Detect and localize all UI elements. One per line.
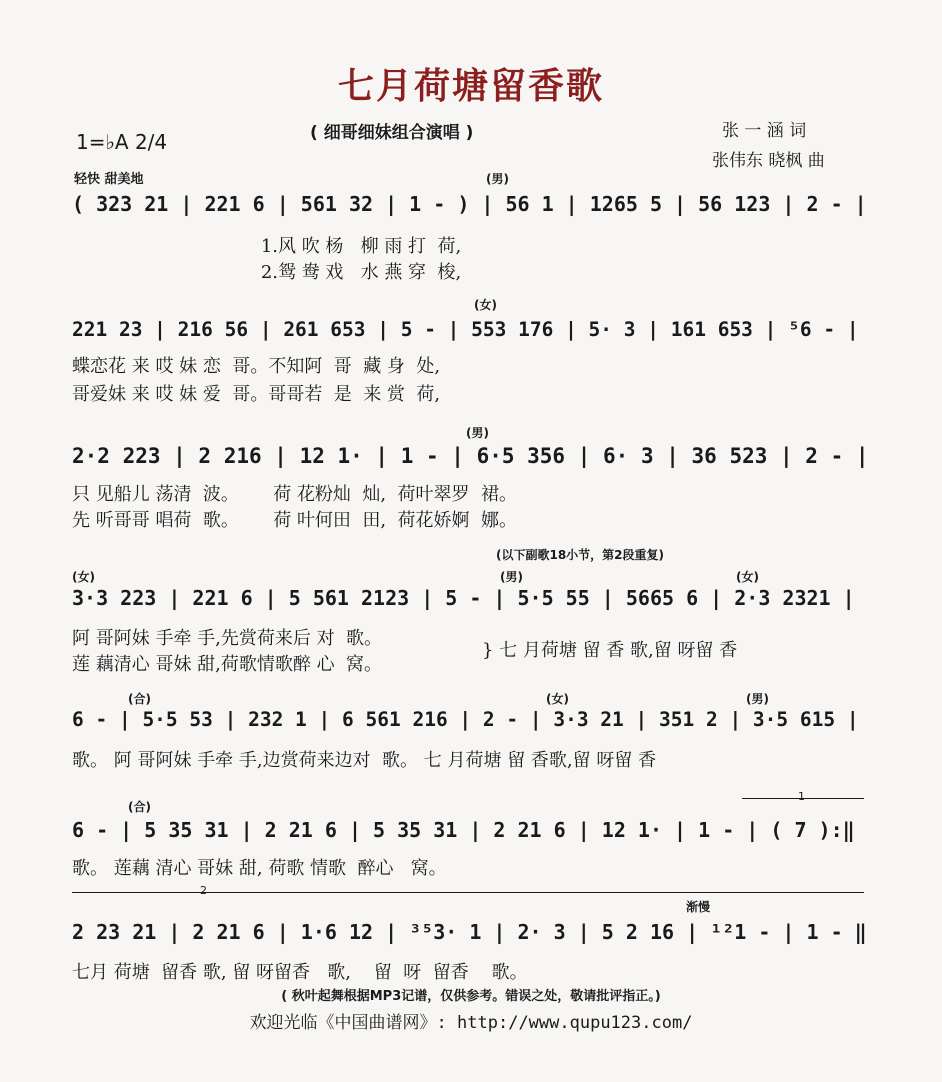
notes-line: 3·3 223 | 221 6 | 5 561 2123 | 5 - | 5·5 55 | 5665 6 | 2·3 2321 | [72,586,855,610]
voice-label-female: (女) [546,692,569,706]
voice-label-together: (合) [128,692,151,706]
voice-label-female: (女) [474,298,497,312]
volta-label-2: 2 [200,884,207,897]
lyric-chorus: } 七 月荷塘 留 香 歌,留 呀留 香 [482,640,738,661]
lyric-verse-1: 歌。 阿 哥阿妹 手牵 手,边赏荷来边对 歌。 七 月荷塘 留 香歌,留 呀留 香 [72,750,657,771]
notes-line: 2·2 223 | 2 216 | 12 1· | 1 - | 6·5 356 | 6· 3 | 36 523 | 2 - | [72,444,869,468]
composer-credit: 张伟东 晓枫 曲 [712,151,825,171]
lyric-verse-1: 阿 哥阿妹 手牵 手,先赏荷来后 对 歌。 [72,628,383,649]
voice-label-together: (合) [128,800,151,814]
voice-label-male: (男) [466,426,489,440]
ritardando-marking: 渐慢 [686,900,711,914]
chorus-note: (以下副歌18小节，第2段重复) [496,548,665,562]
lyric-verse-1: 1.风 吹 杨 柳 雨 打 荷, [72,236,462,257]
tempo-marking: 轻快 甜美地 [74,172,144,187]
lyric-verse-2: 先 听哥哥 唱荷 歌。 荷 叶何田 田, 荷花娇婀 娜。 [72,510,517,531]
notes-line: 2 23 21 | 2 21 6 | 1·6 12 | ³⁵3· 1 | 2· 3 | 5 2 16 | ¹²1 - | 1 - ‖ [72,920,867,944]
lyric-verse-1: 七月 荷塘 留香 歌, 留 呀留香 歌, 留 呀 留香 歌。 [72,962,528,983]
performer-subtitle: ( 细哥细妹组合演唱 ) [310,123,474,143]
volta-label-1: 1 [798,790,805,803]
lyric-verse-2: 莲 藕清心 哥妹 甜,荷歌情歌醉 心 窝。 [72,654,383,675]
voice-label-female: (女) [72,570,95,584]
voice-label-male: (男) [500,570,523,584]
notes-line: 221 23 | 216 56 | 261 653 | 5 - | 553 176 | 5· 3 | 161 653 | ⁵6 - | [72,318,859,341]
lyric-verse-1: 歌。 莲藕 清心 哥妹 甜, 荷歌 情歌 醉心 窝。 [72,858,447,879]
volta-bracket-2 [72,892,864,893]
voice-label-male: (男) [486,172,509,186]
voice-label-male: (男) [746,692,769,706]
notes-line: ( 323 21 | 221 6 | 561 32 | 1 - ) | 56 1 | 1265 5 | 56 123 | 2 - | [72,192,867,216]
lyric-verse-2: 哥爱妹 来 哎 妹 爱 哥。哥哥若 是 来 赏 荷, [72,384,441,405]
voice-label-female: (女) [736,570,759,584]
lyric-verse-1: 只 见船儿 荡清 波。 荷 花粉灿 灿, 荷叶翠罗 裙。 [72,484,517,505]
lyric-verse-2: 2.鸳 鸯 戏 水 燕 穿 梭, [72,262,462,283]
notes-line: 6 - | 5 35 31 | 2 21 6 | 5 35 31 | 2 21 6 | 12 1· | 1 - | ( 7 ):‖ [72,818,855,842]
lyricist-credit: 张 一 涵 词 [722,121,807,141]
key-signature: 1=♭A 2/4 [76,130,168,154]
song-title: 七月荷塘留香歌 [337,66,604,107]
lyric-verse-1: 蝶恋花 来 哎 妹 恋 哥。不知阿 哥 藏 身 处, [72,356,441,377]
transcription-note: ( 秋叶起舞根据MP3记谱，仅供参考。错误之处，敬请批评指正。) [281,989,661,1004]
notes-line: 6 - | 5·5 53 | 232 1 | 6 561 216 | 2 - | 3·3 21 | 351 2 | 3·5 615 | [72,708,859,731]
website-footer: 欢迎光临《中国曲谱网》: http://www.qupu123.com/ [249,1013,693,1033]
